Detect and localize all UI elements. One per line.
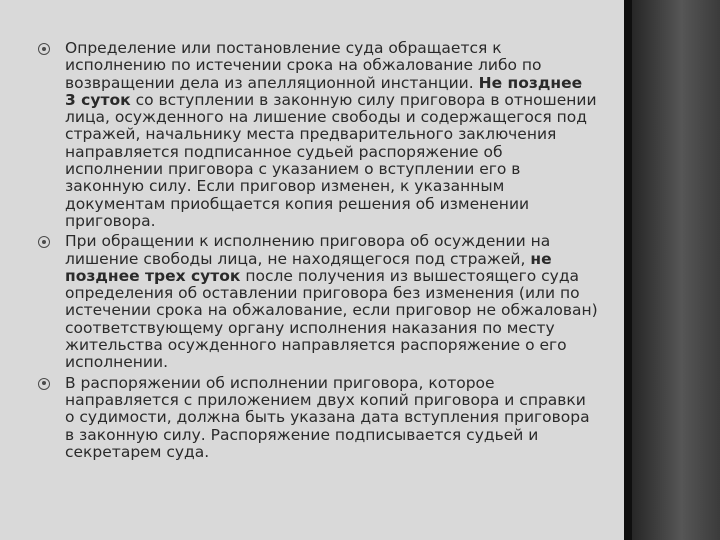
- bullet-1-bold-deadline: Не позднее 3 суток: [65, 73, 583, 109]
- bullet-2-text-a: При обращении к исполнению приговора об осуждении на лишение свободы лица, не находящегося под стражей,: [65, 232, 551, 268]
- bullet-1-text-b: со вступлении в законную силу приговора в отношении лица, осужденного на лишение свободы и содержащегося под стражей, начальнику места предварительного заключения направляется подписанное судьей распоряжение об исполнении приговора с указанием о вступлении его в законную силу. Если приговор изменен, к указанным документам приобщается копия решения об изменении приговора.: [65, 90, 597, 230]
- bullet-text-3: [65, 374, 590, 461]
- bullet-2-text-b: после получения из вышестоящего суда определения об оставлении приговора без изменения (или по истечении срока на обжалование, если приговор не обжалован) соответствующему органу исполнения наказания по месту жительства осужденного направляется распоряжение о его исполнении.: [65, 266, 598, 372]
- slide-body: [38, 40, 598, 464]
- bullet-circle-icon: [38, 43, 50, 55]
- bullet-circle-icon: [38, 378, 50, 390]
- bullet-3-text-a: В распоряжении об исполнении приговора, которое направляется с приложением двух копий приговора и справки о судимости, должна быть указана дата вступления приговора в законную силу. Распоряжение подписывается судьей и секретарем суда.: [65, 373, 590, 461]
- bullet-item-2: [38, 233, 598, 371]
- bullet-1-text-a: Определение или постановление суда обращается к исполнению по истечении срока на обжалование либо по возвращении дела из апелляционной инстанции.: [65, 39, 542, 92]
- bullet-text-2: [65, 232, 598, 371]
- bullet-circle-icon: [38, 236, 50, 248]
- bullet-item-3: [38, 375, 598, 461]
- decorative-side-band: [624, 0, 720, 540]
- bullet-2-bold-deadline: не позднее трех суток: [65, 249, 552, 285]
- bullet-item-1: [38, 40, 598, 230]
- bullet-text-1: [65, 39, 597, 230]
